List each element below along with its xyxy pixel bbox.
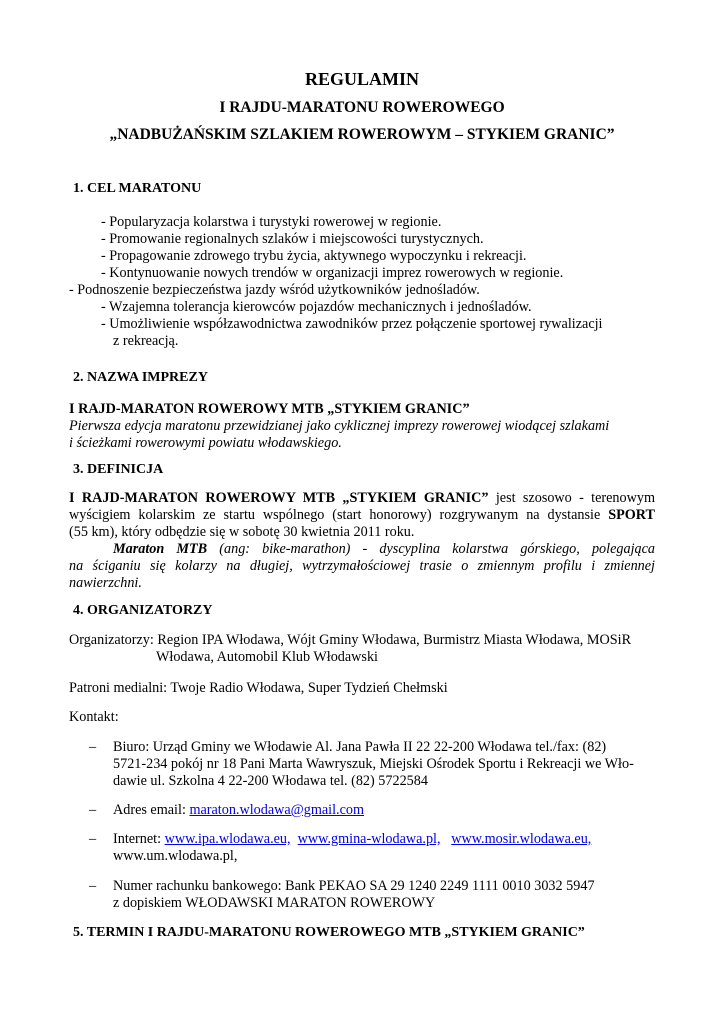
list-item: - Kontynuowanie nowych trendów w organizacji imprez rowerowych w regionie. xyxy=(101,265,564,281)
website-um: www.um.wlodawa.pl, xyxy=(113,848,238,864)
email-line xyxy=(113,802,364,819)
list-item-continuation: z rekreacją. xyxy=(113,333,179,349)
event-description: Pierwsza edycja maratonu przewidzianej jako cyklicznej imprezy rowerowej wiodącej szlakami xyxy=(69,418,610,434)
definition-line: na ściganiu się kolarzy na długiej, wytrzymałościowej trasie o zmiennym profilu i zmiennej xyxy=(69,558,655,574)
internet-line xyxy=(113,831,591,848)
bullet-dash: – xyxy=(89,802,97,818)
definition-text: jest szosowo - terenowym xyxy=(495,490,655,506)
bullet-dash: – xyxy=(89,831,97,847)
section-heading-3: 3. DEFINICJA xyxy=(73,462,164,477)
website-link-gmina[interactable]: www.gmina-wlodawa.pl, xyxy=(297,831,441,847)
bullet-dash: – xyxy=(89,739,97,755)
email-link[interactable]: maraton.wlodawa@gmail.com xyxy=(189,802,365,818)
email-label: Adres email: xyxy=(113,802,186,818)
internet-label: Internet: xyxy=(113,831,162,847)
organizers-line: Włodawa, Automobil Klub Włodawski xyxy=(156,649,378,665)
media-patrons: Patroni medialni: Twoje Radio Włodawa, Super Tydzień Chełmski xyxy=(69,680,448,696)
list-item: - Popularyzacja kolarstwa i turystyki rowerowej w regionie. xyxy=(101,214,442,230)
section-heading-5: 5. TERMIN I RAJDU-MARATONU ROWEROWEGO MTB „STYKIEM GRANIC” xyxy=(73,925,585,940)
office-address: dawie ul. Szkolna 4 22-200 Włodawa tel. (82) 5722584 xyxy=(113,773,428,789)
marathon-term: Maraton MTB xyxy=(113,541,208,557)
definition-text: (ang: bike-marathon) - dyscyplina kolarstwa górskiego, polegająca xyxy=(219,541,656,557)
bank-account: Numer rachunku bankowego: Bank PEKAO SA 29 1240 2249 1111 0010 3032 5947 xyxy=(113,878,595,894)
website-link-ipa[interactable]: www.ipa.wlodawa.eu, xyxy=(164,831,291,847)
website-link-mosir[interactable]: www.mosir.wlodawa.eu, xyxy=(451,831,592,847)
organizers-line: Organizatorzy: Region IPA Włodawa, Wójt Gminy Włodawa, Burmistrz Miasta Włodawa, MOSiR xyxy=(69,632,632,648)
list-item: - Propagowanie zdrowego trybu życia, aktywnego wypoczynku i rekreacji. xyxy=(101,248,527,264)
contact-label: Kontakt: xyxy=(69,709,119,725)
definition-text: wyścigiem kolarskim ze startu wspólnego (start honorowy) rozgrywanym na dystansie xyxy=(69,507,601,523)
definition-line: (55 km), który odbędzie się w sobotę 30 kwietnia 2011 roku. xyxy=(69,524,415,540)
event-name: I RAJD-MARATON ROWEROWY MTB „STYKIEM GRANIC” xyxy=(69,401,470,417)
section-heading-4: 4. ORGANIZATORZY xyxy=(73,603,213,618)
distance-label: SPORT xyxy=(608,507,655,523)
bullet-dash: – xyxy=(89,878,97,894)
list-item: - Podnoszenie bezpieczeństwa jazdy wśród użytkowników jednośladów. xyxy=(69,282,480,298)
document-title: REGULAMIN xyxy=(304,69,419,89)
document-subtitle: I RAJDU-MARATONU ROWEROWEGO xyxy=(219,99,505,116)
section-heading-1: 1. CEL MARATONU xyxy=(73,181,202,196)
list-item: - Umożliwienie współzawodnictwa zawodników przez połączenie sportowej rywalizacji xyxy=(101,316,603,332)
definition-event-name: I RAJD-MARATON ROWEROWY MTB „STYKIEM GRANIC” xyxy=(69,490,489,506)
section-heading-2: 2. NAZWA IMPREZY xyxy=(73,370,208,385)
document-subtitle-event: „NADBUŻAŃSKIM SZLAKIEM ROWEROWYM – STYKIEM GRANIC” xyxy=(109,126,615,143)
list-item: - Promowanie regionalnych szlaków i miejscowości turystycznych. xyxy=(101,231,484,247)
event-description: i ścieżkami rowerowymi powiatu włodawskiego. xyxy=(69,435,342,451)
definition-line xyxy=(69,507,655,524)
office-address: 5721-234 pokój nr 18 Pani Marta Wawryszuk, Miejski Ośrodek Sportu i Rekreacji we Wło- xyxy=(113,756,634,772)
definition-line xyxy=(113,541,655,558)
list-item: - Wzajemna tolerancja kierowców pojazdów mechanicznych i jednośladów. xyxy=(101,299,532,315)
bank-account-note: z dopiskiem WŁODAWSKI MARATON ROWEROWY xyxy=(113,895,436,911)
office-address: Biuro: Urząd Gminy we Włodawie Al. Jana Pawła II 22 22-200 Włodawa tel./fax: (82) xyxy=(113,739,607,755)
definition-line: nawierzchni. xyxy=(69,575,142,591)
definition-line xyxy=(69,490,655,507)
